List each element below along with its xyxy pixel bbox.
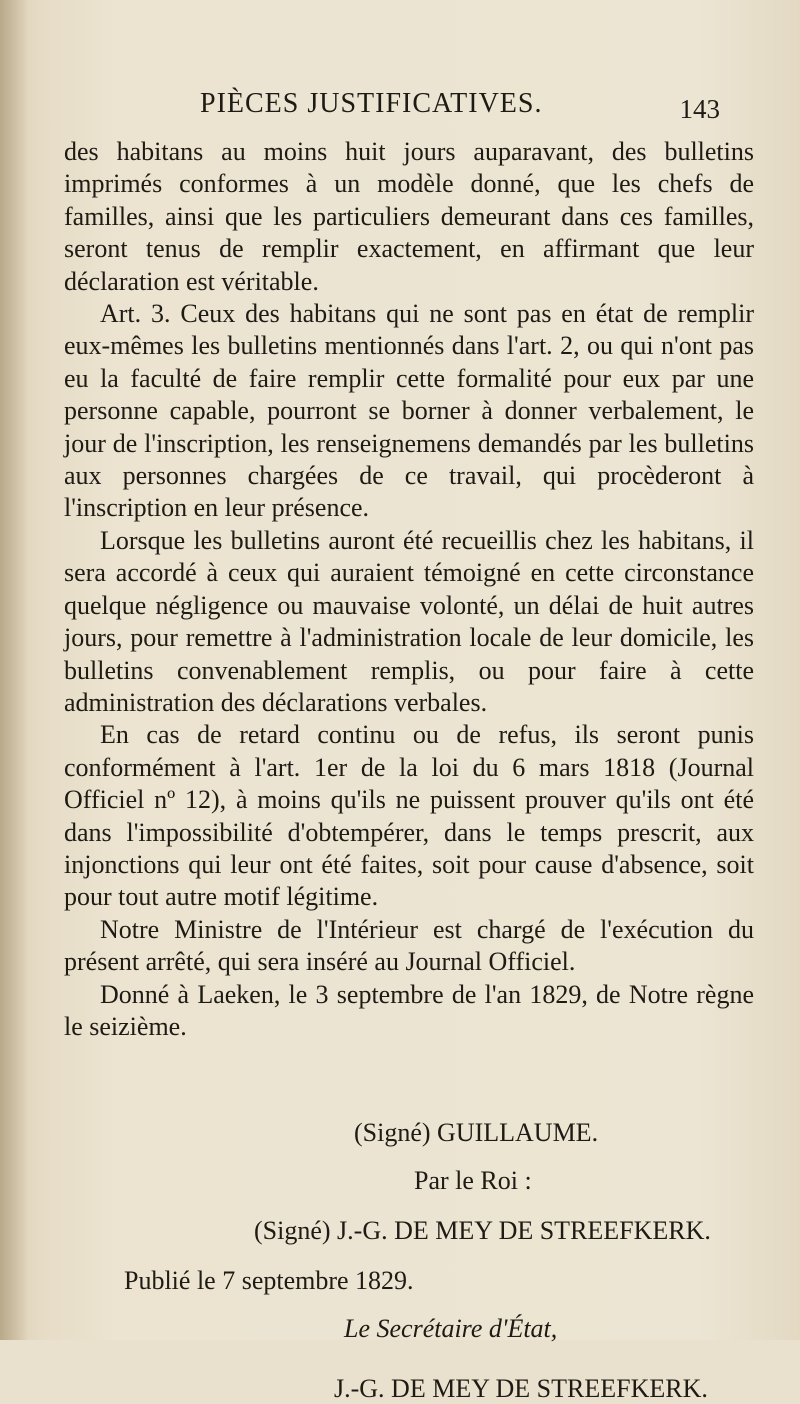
minister-signature: (Signé) J.-G. DE MEY DE STREEFKERK. [254, 1216, 711, 1245]
paragraph-1: des habitans au moins huit jours auparavant, des bulletins imprimés conformes à un modèle donné, que les chefs de familles, ainsi que les particuliers demeurant dans ces familles, seront tenus de remplir exactement, en affirmant que leur déclaration est véritable. [64, 137, 754, 296]
paragraph-bulletins: Lorsque les bulletins auront été recueillis chez les habitans, il sera accordé à ceux qui auraient témoigné en cette circonstance quelque négligence ou mauvaise volonté, un délai de huit autres jours, pour remettre à l'administration locale de leur domicile, les bulletins convenablement remplis, ou pour faire à cette administration des déclarations verbales. [64, 525, 754, 717]
paragraph-given-at: Donné à Laeken, le 3 septembre de l'an 1829, de Notre règne le seizième. [64, 979, 754, 1041]
paragraph-penalty: En cas de retard continu ou de refus, ils seront punis conformément à l'art. 1er de la loi du 6 mars 1818 (Journal Officiel nº 12), à moins qu'ils ne puissent prouver qu'ils ont été dans l'impossibilité d'obtempérer, dans le temps prescrit, aux injonctions qui leur ont été faites, soit pour cause d'absence, soit pour tout autre motif légitime. [64, 720, 754, 912]
secretary-title: Le Secrétaire d'État, [344, 1314, 558, 1343]
body-text [64, 136, 754, 1043]
paragraph-art-3: Art. 3. Ceux des habitans qui ne sont pas en état de remplir eux-mêmes les bulletins mentionnés dans l'art. 2, ou qui n'ont pas eu la faculté de faire remplir cette formalité pour eux par une personne capable, pourront se borner à donner verbalement, le jour de l'inscription, les renseignemens demandés par les bulletins aux personnes chargées de ce travail, qui procèderont à l'inscription en leur présence. [64, 299, 754, 523]
page-number: 143 [679, 94, 720, 124]
paragraph-minister: Notre Ministre de l'Intérieur est chargé de l'exécution du présent arrêté, qui sera inséré au Journal Officiel. [64, 914, 754, 977]
page-edge-shadow [0, 0, 28, 1340]
king-signature: (Signé) GUILLAUME. [354, 1118, 599, 1147]
publication-date: Publié le 7 septembre 1829. [124, 1266, 414, 1295]
page-header [200, 88, 720, 128]
running-title: PIÈCES JUSTIFICATIVES. [200, 88, 543, 119]
par-le-roi: Par le Roi : [414, 1166, 532, 1195]
secretary-name: J.-G. DE MEY DE STREEFKERK. [334, 1374, 708, 1403]
